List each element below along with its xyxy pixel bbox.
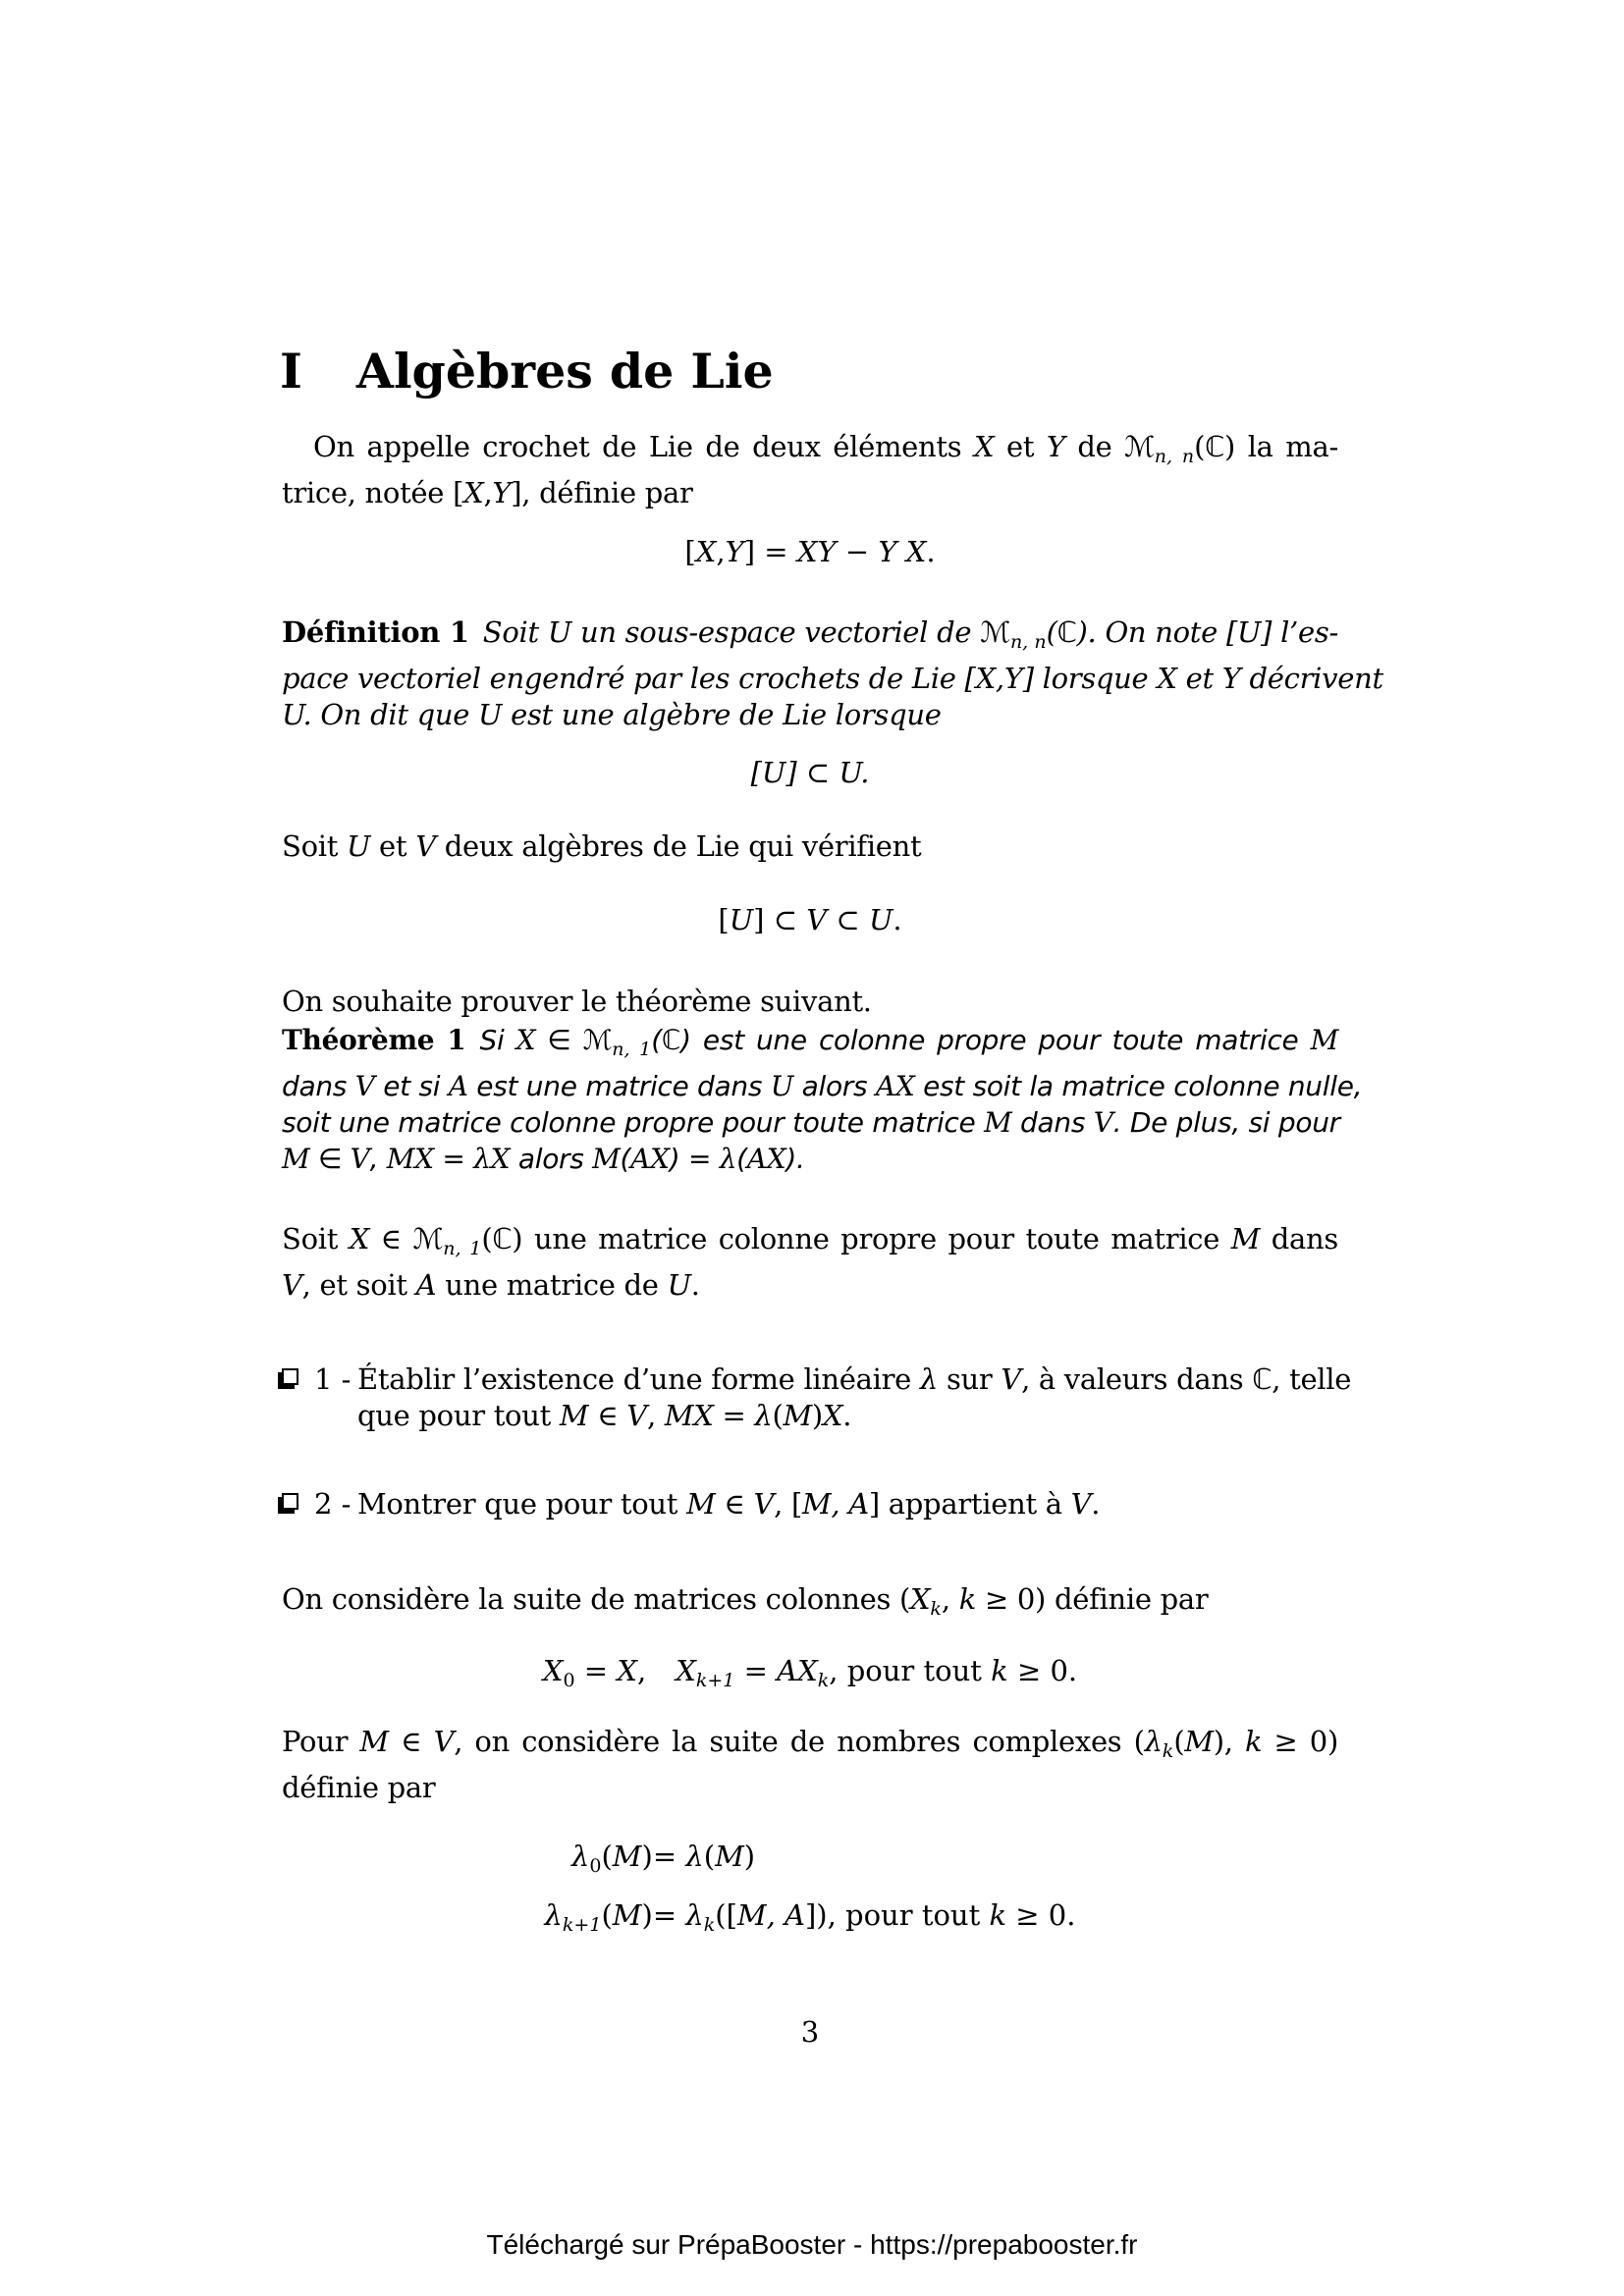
- text-run: M: [612, 1840, 642, 1873]
- text-run: ℳ: [412, 1222, 444, 1255]
- text-run: X: [910, 1582, 931, 1616]
- text-run: λ: [570, 1840, 590, 1873]
- text-run: [: [750, 756, 762, 789]
- text-line: [282, 614, 1338, 661]
- text-run: et: [994, 430, 1047, 463]
- text-run: k: [991, 1654, 1008, 1687]
- equation-u-v-u: [282, 902, 1338, 938]
- text-run: ),: [1213, 1725, 1245, 1758]
- text-run: , telle: [1272, 1362, 1352, 1396]
- text-run: λ: [544, 1898, 563, 1932]
- text-run: (: [1194, 430, 1206, 463]
- text-run: ,: [369, 1143, 387, 1175]
- text-run: ): [811, 1399, 823, 1432]
- text-line: [282, 1104, 1338, 1141]
- text-run: AX: [630, 1143, 670, 1175]
- text-run: ): [743, 1840, 756, 1873]
- text-run: ): [641, 1898, 653, 1932]
- text-run: k+1: [562, 1914, 602, 1936]
- text-run: n, n: [1009, 631, 1047, 653]
- text-run: Y: [492, 476, 512, 509]
- text-run: k: [703, 1914, 716, 1936]
- text-run: M: [783, 1399, 812, 1432]
- text-run: est soit la matrice colonne nulle,: [914, 1070, 1363, 1102]
- text-run: ). On note [: [1076, 615, 1238, 649]
- equation-rhs: [653, 1832, 1076, 1891]
- text-line: [357, 1486, 1338, 1522]
- text-run: ∈: [535, 1024, 583, 1056]
- equation-u-subset-u: [282, 755, 1338, 791]
- aligned-equations: [545, 1832, 1076, 1949]
- text-run: . On dit que: [302, 698, 479, 731]
- text-run: λ: [754, 1399, 773, 1432]
- text-run: ≥ 0): [1262, 1725, 1338, 1758]
- text-line: [282, 1581, 1338, 1628]
- text-run: n, 1: [443, 1238, 482, 1259]
- text-run: ] l’es-: [1261, 615, 1339, 649]
- paragraph-soit-uv: [282, 828, 1338, 865]
- question-1: [278, 1362, 1352, 1434]
- text-run: =: [713, 1399, 755, 1432]
- text-run: deux algèbres de Lie qui vérifient: [435, 829, 922, 863]
- text-run: A: [415, 1268, 437, 1302]
- text-run: ∈: [309, 1143, 351, 1175]
- text-line: [282, 429, 1338, 475]
- text-run: On considère la suite de matrices colonnes (: [282, 1582, 911, 1616]
- section-number: I: [280, 343, 302, 400]
- text-run: (: [481, 1222, 493, 1255]
- text-run: ≥ 0.: [1006, 1898, 1076, 1932]
- text-run: V: [354, 1070, 375, 1102]
- text-run: =: [433, 1143, 474, 1175]
- text-run: (: [736, 1143, 747, 1175]
- text-run: une matrice de: [436, 1268, 668, 1302]
- text-run: ] ⊂: [785, 756, 839, 789]
- text-run: Si: [479, 1024, 516, 1056]
- text-run: M: [686, 1487, 716, 1521]
- text-line: [282, 1141, 1338, 1177]
- text-run: (: [772, 1399, 784, 1432]
- text-run: X: [542, 1654, 564, 1687]
- text-run: X: [973, 430, 995, 463]
- text-run: ∈: [588, 1399, 627, 1432]
- text-run: U: [729, 903, 754, 936]
- text-run: 0: [563, 1670, 575, 1691]
- text-run: dans: [1011, 1106, 1094, 1139]
- page-number: 3: [800, 2015, 820, 2049]
- text-run: U: [761, 756, 786, 789]
- text-run: M: [282, 1143, 310, 1175]
- text-run: M, A: [802, 1487, 869, 1521]
- text-run: M, A: [736, 1898, 805, 1932]
- text-run: On souhaite prouver le théorème suivant.: [282, 985, 872, 1018]
- text-run: λ: [1144, 1725, 1163, 1758]
- text-run: est une matrice dans: [467, 1070, 771, 1102]
- text-line: [282, 697, 1338, 733]
- text-run: X: [975, 662, 996, 695]
- text-line: [357, 1398, 1338, 1434]
- text-run: ,: [716, 535, 726, 568]
- text-run: Soit: [482, 615, 548, 649]
- text-run: X: [676, 1654, 696, 1687]
- text-run: U: [478, 698, 503, 731]
- text-run: ≥ 0) définie par: [976, 1582, 1209, 1616]
- text-run: AX: [777, 1654, 818, 1687]
- text-run: n, n: [1154, 446, 1195, 467]
- text-run: X: [695, 535, 717, 568]
- text-run: (: [620, 1143, 631, 1175]
- text-run: M: [559, 1399, 589, 1432]
- text-run: On appelle crochet de Lie de deux éléments: [313, 430, 974, 463]
- section-heading: [280, 344, 1360, 399]
- equation-suite-x: [282, 1653, 1338, 1699]
- text-line: [282, 1022, 1338, 1068]
- text-run: ℳ: [1124, 430, 1155, 463]
- text-run: X: [822, 1399, 843, 1432]
- text-run: ≥ 0.: [1007, 1654, 1078, 1687]
- text-run: =: [574, 1654, 618, 1687]
- paragraph-intro: [282, 429, 1338, 511]
- text-line: [282, 1267, 1338, 1304]
- text-run: λ: [685, 1898, 704, 1932]
- text-run: M: [1184, 1725, 1214, 1758]
- text-run: , et soit: [301, 1268, 416, 1302]
- text-run: ) une matrice colonne propre pour toute matrice: [512, 1222, 1231, 1255]
- text-run: ,: [637, 1654, 647, 1687]
- text-run: .: [926, 535, 936, 568]
- text-run: ] ⊂: [753, 903, 807, 936]
- text-line: [282, 1068, 1363, 1104]
- text-run: AX: [875, 1070, 915, 1102]
- text-run: Établir l’existence d’une forme linéaire: [357, 1362, 920, 1396]
- text-run: XY: [796, 535, 837, 568]
- text-run: M: [359, 1725, 389, 1758]
- text-run: Y: [1046, 430, 1065, 463]
- footer-text: Téléchargé sur PrépaBooster - https://prepabooster.fr: [486, 2229, 1138, 2260]
- text-run: est une algèbre de Lie lorsque: [502, 698, 942, 731]
- text-run: ℂ: [1252, 1362, 1272, 1396]
- text-run: ] =: [743, 535, 797, 568]
- text-run: M: [984, 1106, 1012, 1139]
- text-run: Y: [1221, 662, 1241, 695]
- paragraph-pour-m: [282, 1724, 1338, 1806]
- text-run: ℂ: [1056, 615, 1077, 649]
- text-run: (: [651, 1024, 662, 1056]
- text-run: ⊂: [827, 903, 869, 936]
- text-run: et si: [374, 1070, 449, 1102]
- text-run: , on considère la suite de nombres complexes (: [454, 1725, 1145, 1758]
- text-run: λ: [919, 1362, 939, 1396]
- text-line: [282, 1724, 1338, 1770]
- text-run: ) la ma-: [1224, 430, 1338, 463]
- paragraph-on-souhaite: [282, 984, 1338, 1020]
- text-run: alors: [793, 1070, 876, 1102]
- text-run: un sous-espace vectoriel de: [570, 615, 981, 649]
- text-run: dans: [1260, 1222, 1338, 1255]
- text-run: alors: [510, 1143, 593, 1175]
- text-run: U: [667, 1268, 691, 1302]
- text-run: ]), pour tout: [804, 1898, 990, 1932]
- text-run: (: [601, 1840, 613, 1873]
- text-line: [282, 984, 1338, 1020]
- text-run: ,: [483, 476, 493, 509]
- text-run: V: [350, 1143, 370, 1175]
- text-run: k: [1244, 1725, 1263, 1758]
- text-run: V: [1070, 1487, 1092, 1521]
- text-line: [282, 1770, 1338, 1806]
- text-run: ] lorsque: [1022, 662, 1158, 695]
- text-run: λ: [719, 1143, 737, 1175]
- text-run: pace vectoriel engendré par les crochets de Lie [: [282, 662, 976, 695]
- text-run: ,: [995, 662, 1004, 695]
- text-run: Soit: [282, 1222, 350, 1255]
- text-run: =: [652, 1898, 686, 1932]
- equation-lie-bracket: [282, 534, 1338, 570]
- text-run: λ: [685, 1840, 704, 1873]
- text-run: ∈: [388, 1725, 434, 1758]
- section-title: Algèbres de Lie: [355, 343, 774, 400]
- definition-label: Définition 1: [282, 615, 469, 649]
- text-run: Pour: [282, 1725, 360, 1758]
- text-run: ], définie par: [511, 476, 693, 509]
- text-run: ,: [941, 1582, 959, 1616]
- text-run: M: [715, 1840, 744, 1873]
- text-run: k: [989, 1898, 1007, 1932]
- text-run: U: [282, 698, 303, 731]
- text-run: MX: [386, 1143, 434, 1175]
- text-run: (: [1173, 1725, 1185, 1758]
- text-run: U: [868, 903, 893, 936]
- text-run: (: [601, 1898, 613, 1932]
- definition-block: [282, 614, 1383, 733]
- text-line: [282, 661, 1383, 697]
- text-run: définie par: [282, 1771, 436, 1804]
- text-run: U: [839, 756, 861, 789]
- question-2: [278, 1486, 1338, 1522]
- text-run: 0: [589, 1855, 602, 1877]
- text-run: . De plus, si pour: [1112, 1106, 1340, 1139]
- text-run: X: [1157, 662, 1177, 695]
- text-run: dans: [282, 1070, 355, 1102]
- text-run: V: [415, 829, 436, 863]
- text-run: (: [703, 1840, 716, 1873]
- text-line: [282, 828, 1338, 865]
- text-run: =: [734, 1654, 778, 1687]
- text-run: V: [753, 1487, 775, 1521]
- question-text: [357, 1486, 1338, 1522]
- text-run: V: [1093, 1106, 1113, 1139]
- text-line: [282, 475, 1338, 511]
- text-run: ℂ: [661, 1024, 681, 1056]
- question-number: 2 -: [314, 1487, 352, 1521]
- text-run: U: [770, 1070, 794, 1102]
- text-run: Y: [725, 535, 744, 568]
- text-run: Montrer que pour tout: [357, 1487, 687, 1521]
- text-run: V: [806, 903, 828, 936]
- text-run: ℂ: [1205, 430, 1225, 463]
- text-run: V: [282, 1268, 302, 1302]
- text-run: X: [515, 1024, 536, 1056]
- text-run: Y: [1003, 662, 1023, 695]
- text-run: n, 1: [612, 1039, 652, 1060]
- text-run: .: [893, 903, 902, 936]
- text-run: ,: [646, 1399, 665, 1432]
- text-run: ) est une colonne propre pour toute matrice: [680, 1024, 1311, 1056]
- list-bullet-icon: [282, 1368, 298, 1385]
- text-run: , pour tout: [829, 1654, 992, 1687]
- text-run: [: [684, 535, 696, 568]
- text-run: ([: [715, 1898, 737, 1932]
- question-number: 1 -: [314, 1362, 352, 1396]
- text-run: .: [842, 1399, 852, 1432]
- list-bullet-icon: [282, 1493, 298, 1510]
- equation-lambda-suite: [282, 1832, 1338, 1949]
- text-run: décrivent: [1240, 662, 1383, 695]
- text-run: M: [612, 1898, 642, 1932]
- text-run: −: [836, 535, 879, 568]
- text-run: ∈: [715, 1487, 754, 1521]
- text-run: .: [1091, 1487, 1101, 1521]
- theorem-label: Théorème 1: [282, 1024, 466, 1056]
- text-run: ): [641, 1840, 653, 1873]
- text-run: [: [718, 903, 730, 936]
- text-run: MX: [664, 1399, 714, 1432]
- text-run: λX: [473, 1143, 511, 1175]
- text-run: (: [1046, 615, 1057, 649]
- text-run: k: [1162, 1740, 1174, 1762]
- text-run: .: [860, 756, 870, 789]
- text-run: et: [370, 829, 416, 863]
- text-run: ∈: [369, 1222, 413, 1255]
- text-run: M: [1310, 1024, 1339, 1056]
- text-run: de: [1064, 430, 1125, 463]
- text-run: U: [547, 615, 571, 649]
- text-run: .: [690, 1268, 700, 1302]
- text-run: soit une matrice colonne propre pour toute matrice: [282, 1106, 985, 1139]
- text-run: Y X: [878, 535, 927, 568]
- text-run: ).: [785, 1143, 805, 1175]
- text-run: trice, notée [: [282, 476, 464, 509]
- text-run: A: [448, 1070, 468, 1102]
- text-run: k: [958, 1582, 977, 1616]
- text-line: [357, 1362, 1352, 1398]
- text-run: que pour tout: [357, 1399, 560, 1432]
- text-run: k: [817, 1670, 830, 1691]
- text-run: , [: [774, 1487, 802, 1521]
- text-line: [282, 1221, 1338, 1267]
- text-run: X: [349, 1222, 370, 1255]
- text-run: ℂ: [492, 1222, 513, 1255]
- equation-lhs: [545, 1832, 653, 1891]
- text-run: ] appartient à: [868, 1487, 1071, 1521]
- text-run: U: [1237, 615, 1262, 649]
- text-run: V: [1001, 1362, 1022, 1396]
- text-run: X: [463, 476, 484, 509]
- text-run: V: [433, 1725, 455, 1758]
- text-run: , à valeurs dans: [1021, 1362, 1253, 1396]
- text-run: ) =: [669, 1143, 720, 1175]
- text-run: Soit: [282, 829, 347, 863]
- text-run: et: [1176, 662, 1222, 695]
- text-run: sur: [938, 1362, 1001, 1396]
- text-run: V: [626, 1399, 647, 1432]
- text-run: X: [617, 1654, 637, 1687]
- text-run: ℳ: [980, 615, 1010, 649]
- paragraph-soit-x: [282, 1221, 1338, 1304]
- text-run: =: [652, 1840, 686, 1873]
- text-run: ℳ: [582, 1024, 613, 1056]
- equation-lhs: [545, 1891, 653, 1949]
- text-run: U: [346, 829, 371, 863]
- text-run: k+1: [695, 1670, 735, 1691]
- question-text: [357, 1362, 1352, 1434]
- text-run: M: [1230, 1222, 1261, 1255]
- theorem-block: [282, 1022, 1363, 1177]
- text-run: k: [930, 1598, 942, 1620]
- paragraph-on-considere: [282, 1581, 1338, 1628]
- text-run: M: [592, 1143, 621, 1175]
- text-run: AX: [746, 1143, 786, 1175]
- equation-rhs: [653, 1891, 1076, 1949]
